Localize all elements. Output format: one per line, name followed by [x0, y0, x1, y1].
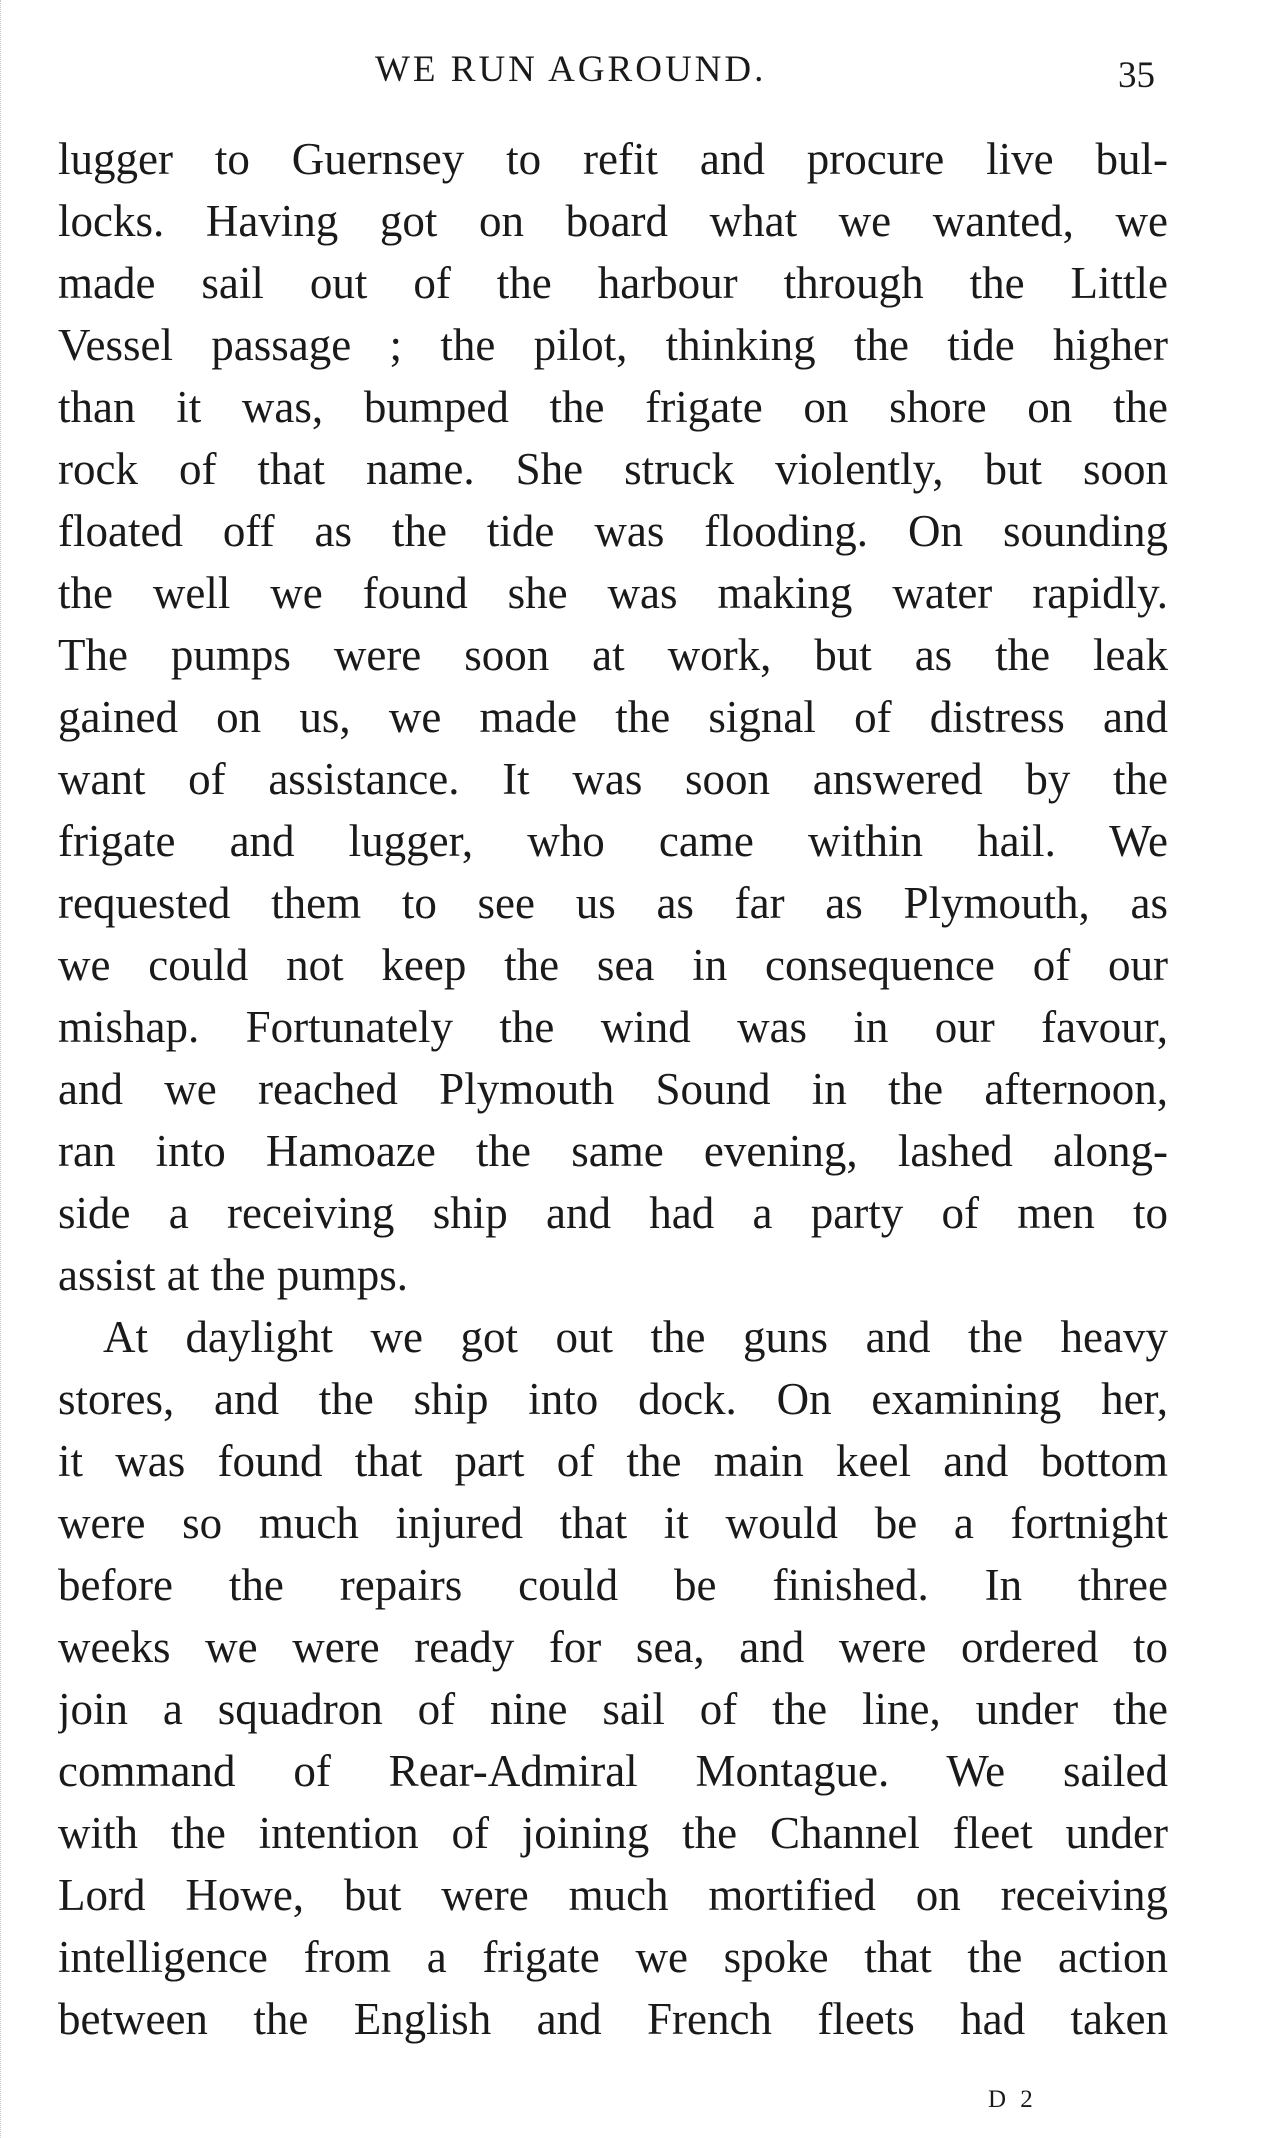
text-line: Lord Howe, but were much mortified on receiving: [58, 1870, 1168, 1920]
text-line: ran into Hamoaze the same evening, lashed along-: [58, 1126, 1168, 1176]
text-line: intelligence from a frigate we spoke that the action: [58, 1932, 1168, 1982]
text-line: between the English and French fleets had taken: [58, 1994, 1168, 2044]
text-line: Vessel passage ; the pilot, thinking the tide higher: [58, 320, 1168, 370]
text-line: floated off as the tide was flooding. On sounding: [58, 506, 1168, 556]
text-line: the well we found she was making water rapidly.: [58, 568, 1168, 618]
text-line: lugger to Guernsey to refit and procure live bul-: [58, 134, 1168, 184]
text-line: were so much injured that it would be a fortnight: [58, 1498, 1168, 1548]
text-line: with the intention of joining the Channel fleet under: [58, 1808, 1168, 1858]
text-line: locks. Having got on board what we wanted, we: [58, 196, 1168, 246]
page-number: 35: [1118, 55, 1155, 96]
running-header: [0, 40, 1270, 100]
text-line: we could not keep the sea in consequence of our: [58, 940, 1168, 990]
text-line: want of assistance. It was soon answered by the: [58, 754, 1168, 804]
text-line: requested them to see us as far as Plymouth, as: [58, 878, 1168, 928]
paragraph-start-line: At daylight we got out the guns and the heavy: [103, 1312, 1168, 1362]
page-edge: [0, 0, 15, 2138]
text-line: side a receiving ship and had a party of men to: [58, 1188, 1168, 1238]
text-line: stores, and the ship into dock. On examining her,: [58, 1374, 1168, 1424]
text-line: than it was, bumped the frigate on shore on the: [58, 382, 1168, 432]
text-line: gained on us, we made the signal of distress and: [58, 692, 1168, 742]
text-line: and we reached Plymouth Sound in the afternoon,: [58, 1064, 1168, 1114]
text-line: frigate and lugger, who came within hail. We: [58, 816, 1168, 866]
signature-mark: D 2: [988, 2086, 1037, 2113]
text-line: command of Rear-Admiral Montague. We sailed: [58, 1746, 1168, 1796]
body-text: [58, 128, 1168, 2050]
text-line: rock of that name. She struck violently, but soon: [58, 444, 1168, 494]
paragraph-end-line: assist at the pumps.: [58, 1250, 408, 1300]
chapter-title: WE RUN AGROUND.: [375, 49, 767, 90]
text-line: weeks we were ready for sea, and were ordered to: [58, 1622, 1168, 1672]
text-line: mishap. Fortunately the wind was in our favour,: [58, 1002, 1168, 1052]
text-line: join a squadron of nine sail of the line, under the: [58, 1684, 1168, 1734]
text-line: The pumps were soon at work, but as the leak: [58, 630, 1168, 680]
text-line: before the repairs could be finished. In three: [58, 1560, 1168, 1610]
text-line: it was found that part of the main keel and bottom: [58, 1436, 1168, 1486]
text-line: made sail out of the harbour through the Little: [58, 258, 1168, 308]
